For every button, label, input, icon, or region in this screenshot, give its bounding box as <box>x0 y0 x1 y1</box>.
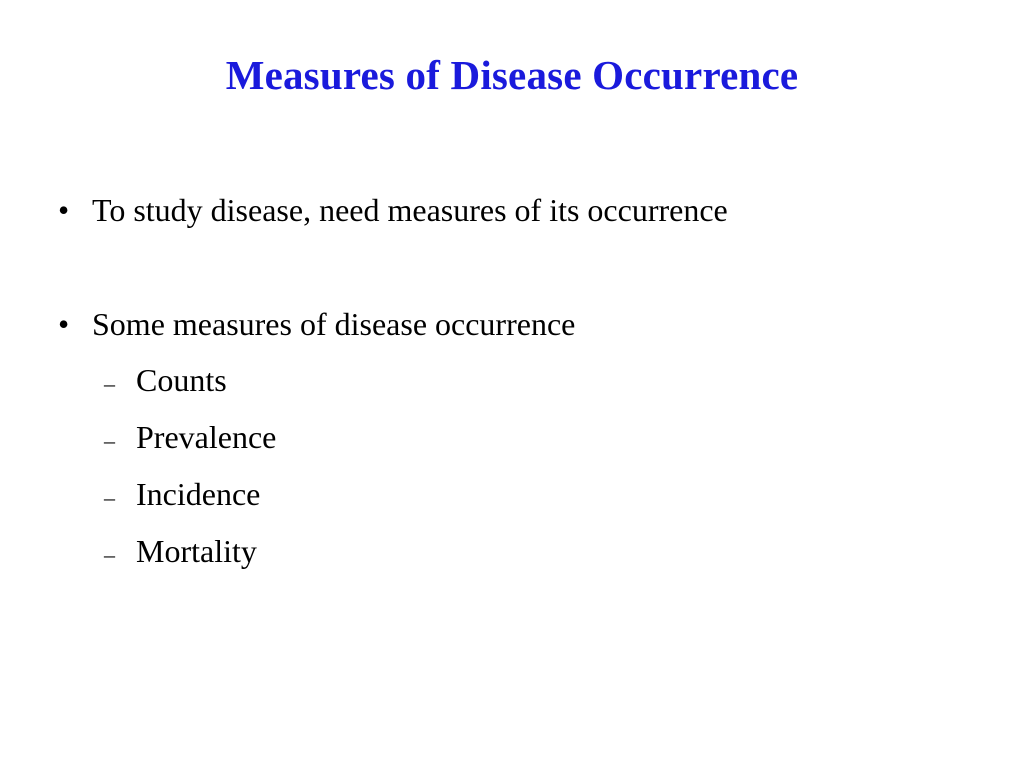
sub-bullet-text: Incidence <box>136 476 261 512</box>
dash-icon: – <box>104 428 115 453</box>
dash-icon: – <box>104 371 115 396</box>
dash-icon: – <box>104 542 115 567</box>
bullet-item <box>58 302 978 573</box>
bullet-icon: • <box>58 192 70 228</box>
sub-bullet-text: Counts <box>136 362 227 398</box>
sub-bullet-text: Mortality <box>136 533 257 569</box>
slide-title: Measures of Disease Occurrence <box>225 52 799 98</box>
sub-bullet-item <box>92 358 978 402</box>
sub-bullet-item <box>92 472 978 516</box>
bullet-text: Some measures of disease occurrence <box>92 306 576 342</box>
dash-icon: – <box>104 485 115 510</box>
sub-bullet-item <box>92 529 978 573</box>
sub-bullet-list <box>92 358 978 573</box>
bullet-item <box>58 188 978 232</box>
sub-bullet-item <box>92 415 978 459</box>
bullet-icon: • <box>58 306 70 342</box>
bullet-list <box>58 188 978 573</box>
sub-bullet-text: Prevalence <box>136 419 277 455</box>
bullet-text: To study disease, need measures of its occurrence <box>92 192 728 228</box>
